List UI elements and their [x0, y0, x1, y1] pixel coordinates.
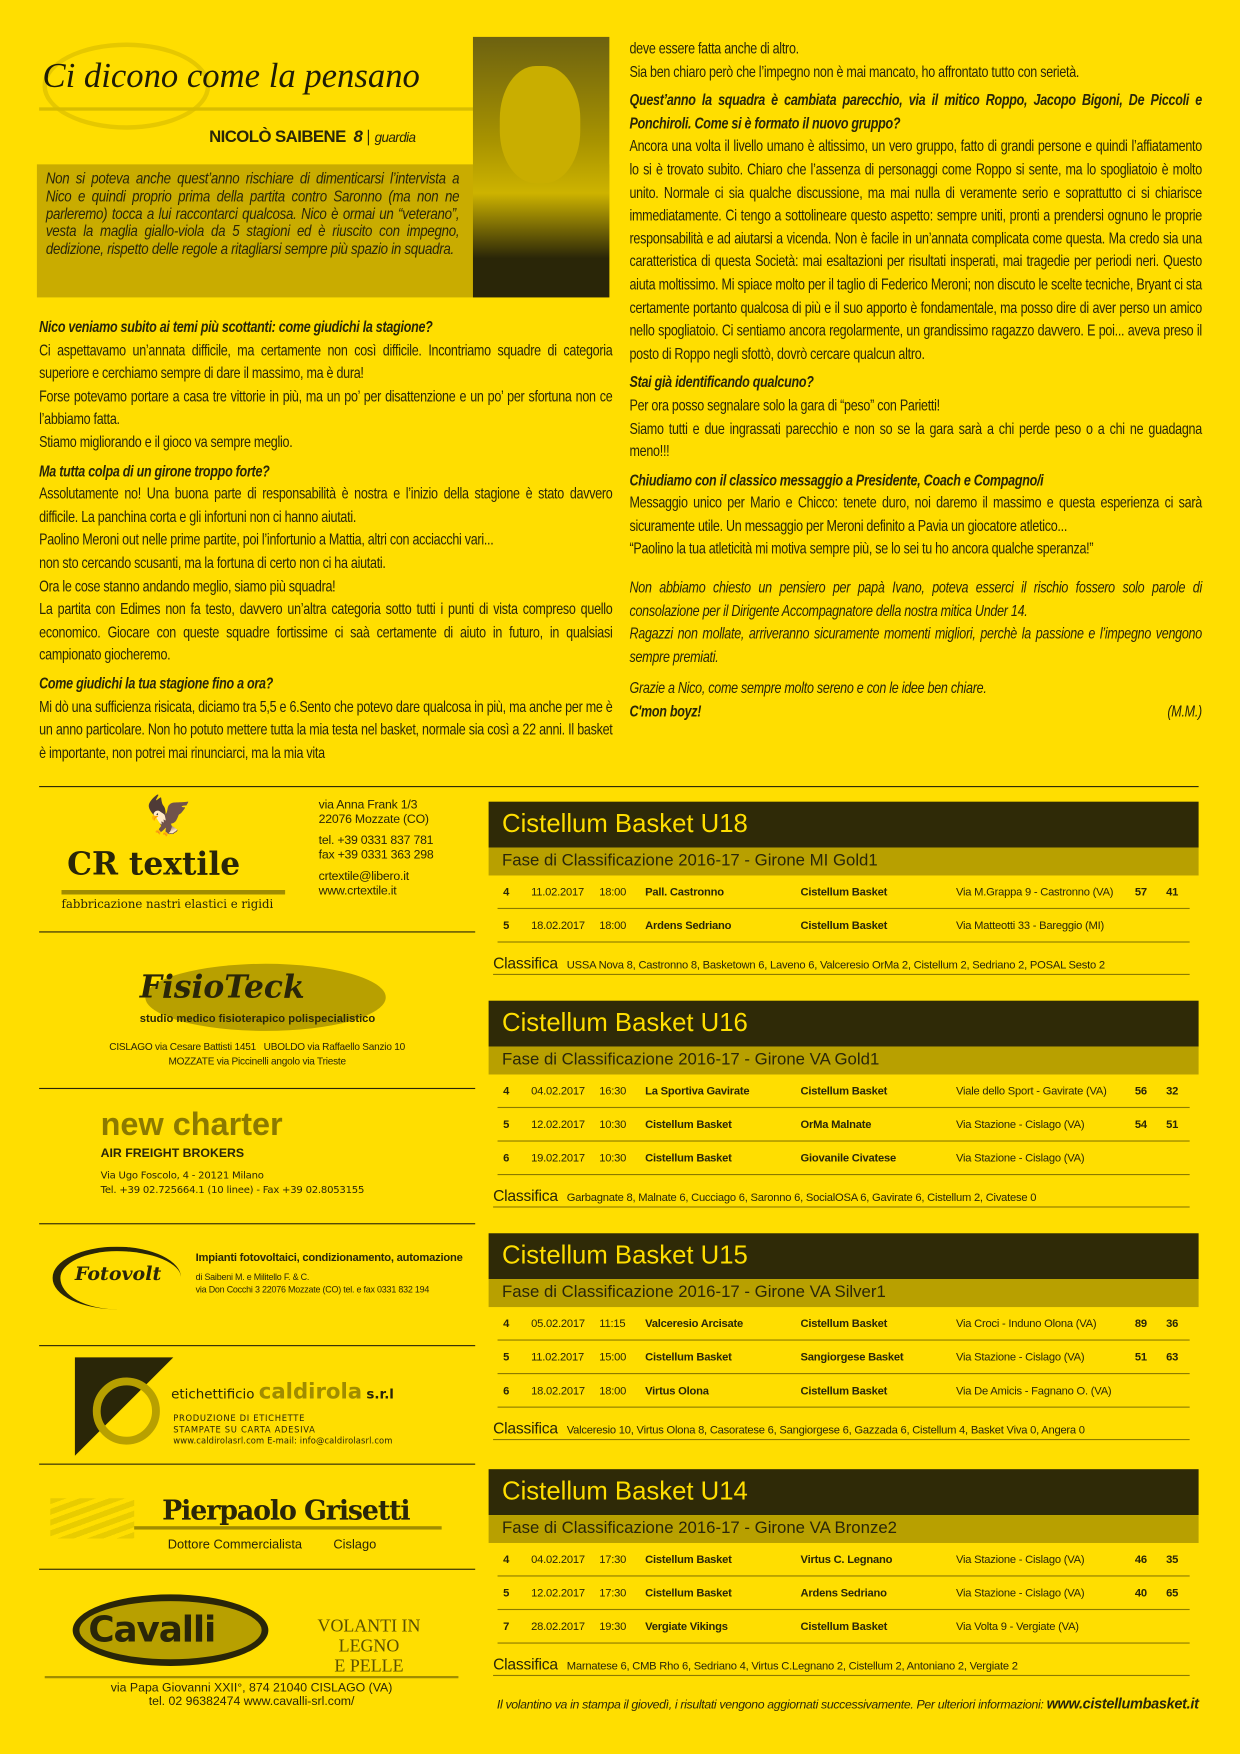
game-s1: 54: [1134, 1119, 1147, 1132]
standings-text: Garbagnate 8, Malnate 6, Cucciago 6, Saronno 6, SocialOSA 6, Gavirate 6, Cistellum 2, Civatese 0: [566, 1191, 1037, 1205]
interview-answer: Mi dò una sufficienza risicata, diciamo tra 5,5 e 6.Sento che potevo dare qualcosa in più, ma anche per me è un anno particolare. Non ho potuto mettere tutta la mia testa nel basket, normale sia così a 22 anni. Il basket è importante, non potrei mai rinunciarci, ma la mia vita: [39, 697, 613, 762]
team-title: Cistellum Basket U15: [489, 1233, 1199, 1279]
sponsor-fotovolt: [39, 1223, 475, 1346]
team-phase: Fase di Classificazione 2016-17 - Girone VA Bronze2: [489, 1515, 1199, 1543]
team-section-u14: [489, 1469, 1199, 1676]
game-home: Valceresio Arcisate: [645, 1318, 744, 1331]
game-away: Ardens Sedriano: [800, 1587, 887, 1601]
caldirola-suffix: s.r.l: [366, 1386, 394, 1403]
team-section-u15: [489, 1233, 1199, 1440]
crtextile-addr2: 22076 Mozzate (CO): [318, 812, 429, 827]
caldirola-title: [171, 1380, 394, 1405]
game-home: Cistellum Basket: [645, 1554, 732, 1567]
grisetti-name: Pierpaolo Grisetti: [162, 1493, 410, 1527]
closing-p3: Grazie a Nico, come sempre molto sereno e con le idee ben chiare.: [629, 679, 987, 698]
closing-cheer: C'mon boyz!: [629, 702, 702, 721]
caldirola-contact: www.caldirolasrl.com E-mail: info@caldirolasrl.com: [173, 1435, 393, 1446]
game-s2: 36: [1166, 1318, 1179, 1331]
game-home: Cistellum Basket: [645, 1119, 732, 1132]
grisetti-city: Cislago: [333, 1538, 377, 1552]
fisioteck-loc1: CISLAGO via Cesare Battisti 1451: [109, 1040, 256, 1053]
game-time: 16:30: [599, 1085, 627, 1098]
game-s1: 89: [1134, 1318, 1147, 1331]
game-row: [498, 1610, 1190, 1644]
interview-answer: La partita con Edimes non fa testo, davvero un’altra categoria sotto tutti i punti di vista compreso quello economico. Giocare con queste squadre fortissime ci saà certamente di aiuto in futuro, in qualsiasi campionato giocheremo.: [39, 599, 613, 664]
team-phase: Fase di Classificazione 2016-17 - Girone MI Gold1: [489, 848, 1199, 876]
game-date: 28.02.2017: [531, 1621, 585, 1634]
crtextile-contacts: [319, 798, 434, 899]
game-date: 12.02.2017: [531, 1119, 585, 1132]
grisetti-chevron-icon: [50, 1498, 134, 1538]
game-home: La Sportiva Gavirate: [645, 1085, 750, 1098]
crtextile-fax: fax +39 0331 363 298: [318, 848, 434, 863]
team-title: Cistellum Basket U14: [489, 1469, 1199, 1515]
team-section-u18: [489, 802, 1199, 975]
game-n: 4: [503, 1554, 510, 1567]
team-phase: Fase di Classificazione 2016-17 - Girone VA Gold1: [489, 1047, 1199, 1075]
interview-answer: Per ora posso segnalare solo la gara di “peso” con Parietti!: [629, 395, 940, 414]
sponsor-crtextile: [39, 794, 475, 933]
game-home: Ardens Sedriano: [645, 920, 732, 933]
team-section-u16: [489, 1001, 1199, 1208]
newcharter-tagline: AIR FREIGHT BROKERS: [100, 1147, 245, 1161]
game-n: 4: [503, 1318, 510, 1331]
interview-answer: Sia ben chiaro però che l’impegno non è mai mancato, ho affrontato tutto con serietà.: [629, 62, 1080, 81]
caldirola-info: [173, 1413, 392, 1447]
game-date: 11.02.2017: [531, 1351, 584, 1365]
game-date: 04.02.2017: [531, 1554, 585, 1567]
game-venue: Viale dello Sport - Gavirate (VA): [955, 1085, 1107, 1098]
game-row: [498, 1577, 1190, 1611]
caldirola-prefix: etichettificio: [171, 1386, 255, 1403]
standings: [493, 1186, 1190, 1207]
interview-answer: non sto cercando scusanti, ma la fortuna di certo non ci ha aiutati.: [39, 553, 386, 572]
game-s1: 57: [1134, 886, 1147, 899]
game-n: 5: [503, 1351, 510, 1365]
game-n: 4: [503, 1085, 510, 1098]
standings-label: Classifica: [493, 1418, 558, 1437]
game-away: Virtus C. Legnano: [800, 1554, 893, 1567]
closing-p2: Ragazzi non mollate, arriveranno sicuramente momenti migliori, perchè la passione e l’impegno vengono sempre premiati.: [629, 624, 1202, 666]
sponsor-cavalli: [39, 1570, 475, 1727]
crtextile-addr1: via Anna Frank 1/3: [318, 798, 418, 812]
game-time: 10:30: [599, 1152, 627, 1166]
standings-text: Valceresio 10, Virtus Olona 8, Casoratese 6, Sangiorgese 6, Gazzada 6, Cistellum 4, Basket Viva 0, Angera 0: [566, 1424, 1085, 1437]
interview-answer: Ci aspettavamo un’annata difficile, ma certamente non così difficile. Incontriamo squadre di categoria superiore e cerchiamo sempre di dare il massimo, ma è dura!: [39, 340, 613, 382]
fotovolt-tagline: Impianti fotovoltaici, condizionamento, automazione: [195, 1252, 463, 1265]
game-date: 12.02.2017: [531, 1587, 585, 1601]
game-home: Cistellum Basket: [645, 1152, 732, 1166]
game-s2: 41: [1166, 886, 1179, 899]
game-home: Vergiate Vikings: [645, 1621, 728, 1634]
game-venue: Via M.Grappa 9 - Castronno (VA): [955, 886, 1114, 899]
game-venue: Via Stazione - Cislago (VA): [955, 1152, 1085, 1166]
interview-answer: Ancora una volta il livello umano è altissimo, un vero gruppo, fatto di grandi persone e quindi l’affiatamento lo si è trovato subito. Chiaro che l’assenza di personaggi come Roppo si sente, ma lo spogliatoio è molto unito. Normale ci sia qualche discussione, ma mai nulla di veramente serio e soprattutto ci si chiarisce immediatamente. Ci tengo a sottolineare questo aspetto: sempre uniti, pronti a prendersi ognuno le proprie responsabilità e ad aiutarsi a vicenda. Non è facile in un’annata complicata come questa. Ma credo sia una caratteristica di questa Società: mai esaltazioni per risultati insperati, mai tragedie per periodi neri. Questo aiuta moltissimo. Mi spiace molto per il taglio di Federico Meroni; non discuto le scelte tecniche, Bryant ci sta certamente portanto qualcosa di più e il suo apporto è fondamentale, ma posso dire di aver perso un amico nello spogliatoio. Ci sentiamo ancora regolarmente, un grandissimo ragazzo davvero. E poi... aveva preso il posto di Roppo negli sfottò, dovrò cercare qualcun altro.: [629, 136, 1202, 362]
game-time: 15:00: [599, 1351, 627, 1365]
game-date: 18.02.2017: [531, 1385, 585, 1398]
cavalli-contacts: [45, 1676, 459, 1708]
game-away: Cistellum Basket: [800, 886, 888, 899]
interview-answer: Stiamo migliorando e il gioco va sempre meglio.: [39, 432, 293, 451]
grisetti-info: [168, 1539, 377, 1552]
game-venue: Via Stazione - Cislago (VA): [955, 1351, 1085, 1365]
fotovolt-name: Fotovolt: [74, 1263, 162, 1286]
game-s1: 46: [1134, 1554, 1147, 1567]
game-venue: Via Matteotti 33 - Bareggio (MI): [955, 920, 1104, 933]
crtextile-web[interactable]: www.crtextile.it: [318, 884, 397, 898]
game-row: [498, 1108, 1190, 1142]
page-title: Ci dicono come la pensano: [42, 55, 420, 96]
interview-answer: Paolino Meroni out nelle prime partite, poi l’infortunio a Mattia, altri con acciacchi vari...: [39, 530, 494, 549]
fisioteck-name: FisioTeck: [139, 968, 305, 1006]
game-row: [498, 1543, 1190, 1577]
standings-label: Classifica: [493, 953, 558, 972]
game-venue: Via De Amicis - Fagnano O. (VA): [955, 1385, 1112, 1398]
fotovolt-contacts: [196, 1271, 429, 1296]
interview-question: Quest’anno la squadra è cambiata parecchio, via il mitico Roppo, Jacopo Bigoni, De Piccoli e Ponchiroli. Come si è formato il nuovo gruppo?: [629, 90, 1202, 132]
sponsor-fisioteck: [39, 932, 475, 1089]
game-time: 11:15: [599, 1318, 626, 1331]
game-s1: 51: [1134, 1351, 1147, 1365]
sponsor-grisetti: [39, 1465, 475, 1570]
game-date: 11.02.2017: [531, 886, 584, 899]
player-role: guardia: [368, 130, 416, 146]
crtextile-email[interactable]: crtextile@libero.it: [318, 869, 409, 884]
game-away: OrMa Malnate: [800, 1119, 872, 1132]
interview-answer: Ora le cose stanno andando meglio, siamo più squadra!: [39, 576, 336, 595]
section-divider: [39, 786, 1198, 787]
game-s2: 51: [1166, 1119, 1179, 1132]
fisioteck-loc2: UBOLDO via Raffaello Sanzio 10: [263, 1040, 406, 1053]
standings-text: Marnatese 6, CMB Rho 6, Sedriano 4, Virtus C.Legnano 2, Cistellum 2, Antoniano 2, Vergiate 2: [566, 1660, 1018, 1673]
game-row: [498, 1307, 1190, 1341]
player-photo: [473, 37, 609, 298]
fisioteck-tagline: studio medico fisioterapico polispecialistico: [139, 1012, 376, 1026]
fotovolt-addr: via Don Cocchi 3 22076 Mozzate (CO) tel. e fax 0331 832 194: [195, 1284, 430, 1295]
team-phase: Fase di Classificazione 2016-17 - Girone VA Silver1: [489, 1279, 1199, 1307]
game-row: [498, 875, 1190, 909]
game-venue: Via Croci - Induno Olona (VA): [955, 1318, 1097, 1331]
game-venue: Via Stazione - Cislago (VA): [955, 1119, 1085, 1132]
standings: [493, 954, 1190, 975]
standings-label: Classifica: [493, 1186, 558, 1205]
cavalli-tagline2: E PELLE: [334, 1657, 404, 1677]
game-away: Giovanile Civatese: [800, 1152, 896, 1166]
cavalli-tagline: [291, 1617, 448, 1677]
game-n: 4: [503, 886, 510, 899]
game-time: 19:30: [599, 1621, 627, 1634]
game-venue: Via Volta 9 - Vergiate (VA): [955, 1621, 1079, 1634]
standings-label: Classifica: [493, 1654, 558, 1673]
game-home: Cistellum Basket: [645, 1351, 732, 1365]
game-time: 18:00: [599, 920, 627, 933]
game-away: Cistellum Basket: [800, 920, 888, 933]
interview-right-column: [629, 37, 1201, 723]
game-s2: 65: [1166, 1587, 1179, 1601]
interview-question: Stai già identificando qualcuno?: [629, 372, 814, 391]
grisetti-line: [134, 1526, 441, 1529]
newcharter-name: new charter: [100, 1106, 283, 1143]
game-n: 5: [503, 1119, 510, 1132]
game-row: [498, 1374, 1190, 1408]
crtextile-tagline: fabbricazione nastri elastici e rigidi: [61, 897, 274, 912]
game-row: [498, 1142, 1190, 1176]
game-away: Sangiorgese Basket: [800, 1351, 904, 1365]
interview-answer: Forse potevamo portare a casa tre vittorie in più, ma un po’ per disattenzione e un po’ per sfortuna non ce l’abbiamo fatta.: [39, 386, 613, 428]
game-date: 19.02.2017: [531, 1152, 585, 1166]
player-face: [500, 66, 581, 183]
game-n: 5: [503, 920, 510, 933]
footer-note: [447, 1695, 1198, 1712]
caldirola-name: caldirola: [258, 1379, 363, 1405]
interview-left-column: [39, 315, 612, 764]
player-number: 8: [353, 127, 363, 147]
fisioteck-loc3: MOZZATE via Piccinelli angolo via Trieste: [168, 1055, 346, 1067]
game-date: 05.02.2017: [531, 1318, 585, 1331]
interview-question: Nico veniamo subito ai temi più scottanti: come giudichi la stagione?: [39, 317, 433, 336]
closing-notes: [629, 576, 1201, 723]
fisioteck-locations: [61, 1040, 452, 1069]
player-name: NICOLÒ SAIBENE: [209, 127, 346, 147]
game-n: 6: [503, 1385, 510, 1398]
website-link[interactable]: www.cistellumbasket.it: [1046, 1695, 1199, 1712]
game-n: 7: [503, 1621, 510, 1634]
logo-bar: [61, 890, 285, 894]
standings: [493, 1655, 1190, 1676]
footer-text: Il volantino va in stampa il giovedì, i risultati vengono aggiornati successivamente. Per ulteriori informazioni:: [496, 1698, 1044, 1712]
game-row: [498, 1341, 1190, 1375]
player-heading: [209, 127, 415, 146]
game-home: Cistellum Basket: [645, 1587, 732, 1601]
game-row: [498, 909, 1190, 943]
game-time: 18:00: [599, 886, 627, 899]
intro-text: Non si poteva anche quest’anno rischiare di dimenticarsi l’intervista a Nico e quindi proprio prima della partita contro Saronno (ma non ne parleremo) tocca a lui raccontarci qualcosa. Nico è ormai un “veterano”, vesta la maglia giallo-viola da 5 stagioni ed è riuscito con impegno, dedizione, rispetto delle regole a ritagliarsi sempre più spazio in squadra.: [45, 168, 460, 258]
game-home: Pall. Castronno: [645, 886, 724, 899]
game-s1: 40: [1134, 1587, 1147, 1601]
interview-question: Ma tutta colpa di un girone troppo forte?: [39, 461, 270, 480]
interview-answer: Assolutamente no! Una buona parte di responsabilità è nostra e l’inizio della stagione è stato davvero difficile. La panchina corta e gli infortuni non ci hanno aiutati.: [39, 484, 613, 526]
interview-answer: Messaggio unico per Mario e Chicco: tenete duro, noi daremo il massimo e questa esperienza ci sarà sicuramente utile. Un messaggio per Meroni definito a Pavia un giocatore atletico...: [629, 493, 1202, 535]
cavalli-contact: tel. 02 96382474 www.cavalli-srl.com/: [148, 1695, 355, 1709]
interview-answer: Siamo tutti e due ingrassati parecchio e non so se la gara sarà a chi perde peso o a chi ne guadagna meno!!!: [629, 418, 1202, 460]
game-s1: 56: [1134, 1085, 1147, 1098]
cavalli-tagline1: VOLANTI IN LEGNO: [317, 1616, 421, 1656]
game-date: 04.02.2017: [531, 1085, 585, 1098]
game-n: 5: [503, 1587, 510, 1601]
team-title: Cistellum Basket U18: [489, 802, 1199, 848]
interview-question: Chiudiamo con il classico messaggio a Presidente, Coach e Compagno/i: [629, 470, 1044, 489]
game-time: 17:30: [599, 1554, 627, 1567]
game-time: 10:30: [599, 1119, 627, 1132]
eagle-logo-icon: 🦅: [145, 794, 193, 838]
standings: [493, 1419, 1190, 1440]
game-s2: 35: [1166, 1554, 1179, 1567]
game-away: Cistellum Basket: [800, 1621, 888, 1634]
crtextile-name: CR textile: [67, 845, 241, 883]
fotovolt-owner: di Saibeni M. e Militello F. & C.: [195, 1272, 310, 1283]
game-s2: 63: [1166, 1351, 1179, 1365]
game-s2: 32: [1166, 1085, 1179, 1098]
game-time: 17:30: [599, 1587, 627, 1601]
sponsor-newcharter: [39, 1089, 475, 1223]
game-row: [498, 1074, 1190, 1108]
cavalli-name: Cavalli: [88, 1607, 216, 1651]
game-venue: Via Stazione - Cislago (VA): [955, 1554, 1085, 1567]
newcharter-tel: Tel. +39 02.725664.1 (10 linee) - Fax +39 02.8053155: [100, 1185, 365, 1197]
game-away: Cistellum Basket: [800, 1385, 888, 1398]
interview-question: Come giudichi la tua stagione fino a ora?: [39, 674, 274, 692]
caldirola-line1: PRODUZIONE DI ETICHETTE: [173, 1413, 306, 1424]
game-venue: Via Stazione - Cislago (VA): [955, 1587, 1085, 1601]
caldirola-line2: STAMPATE SU CARTA ADESIVA: [173, 1424, 316, 1435]
signature: (M.M.): [1167, 702, 1202, 721]
standings-text: USSA Nova 8, Castronno 8, Basketown 6, Laveno 6, Valceresio OrMa 2, Cistellum 2, Sedriano 2, POSAL Sesto 2: [566, 959, 1105, 972]
caldirola-ring: [93, 1377, 160, 1444]
game-n: 6: [503, 1152, 510, 1166]
game-date: 18.02.2017: [531, 920, 585, 933]
team-title: Cistellum Basket U16: [489, 1001, 1199, 1047]
newcharter-contacts: [101, 1170, 365, 1199]
crtextile-tel: tel. +39 0331 837 781: [318, 834, 434, 848]
sponsor-caldirola: [39, 1346, 475, 1465]
game-time: 18:00: [599, 1385, 627, 1398]
cavalli-addr: via Papa Giovanni XXII°, 874 21040 CISLAGO (VA): [110, 1681, 393, 1696]
game-home: Virtus Olona: [645, 1385, 709, 1398]
closing-p1: Non abbiamo chiesto un pensiero per papà Ivano, poteva esserci il rischio fossero solo parole di consolazione per il Dirigente Accompagnatore della nostra mitica Under 14.: [629, 578, 1202, 620]
game-away: Cistellum Basket: [800, 1318, 888, 1331]
interview-answer: deve essere fatta anche di altro.: [629, 39, 799, 58]
newcharter-addr: Via Ugo Foscolo, 4 - 20121 Milano: [100, 1170, 264, 1182]
interview-answer: “Paolino la tua atleticità mi motiva sempre più, se lo sei tu ho ancora qualche speranza!”: [629, 539, 1094, 558]
game-away: Cistellum Basket: [800, 1085, 888, 1098]
grisetti-role: Dottore Commercialista: [167, 1538, 303, 1552]
